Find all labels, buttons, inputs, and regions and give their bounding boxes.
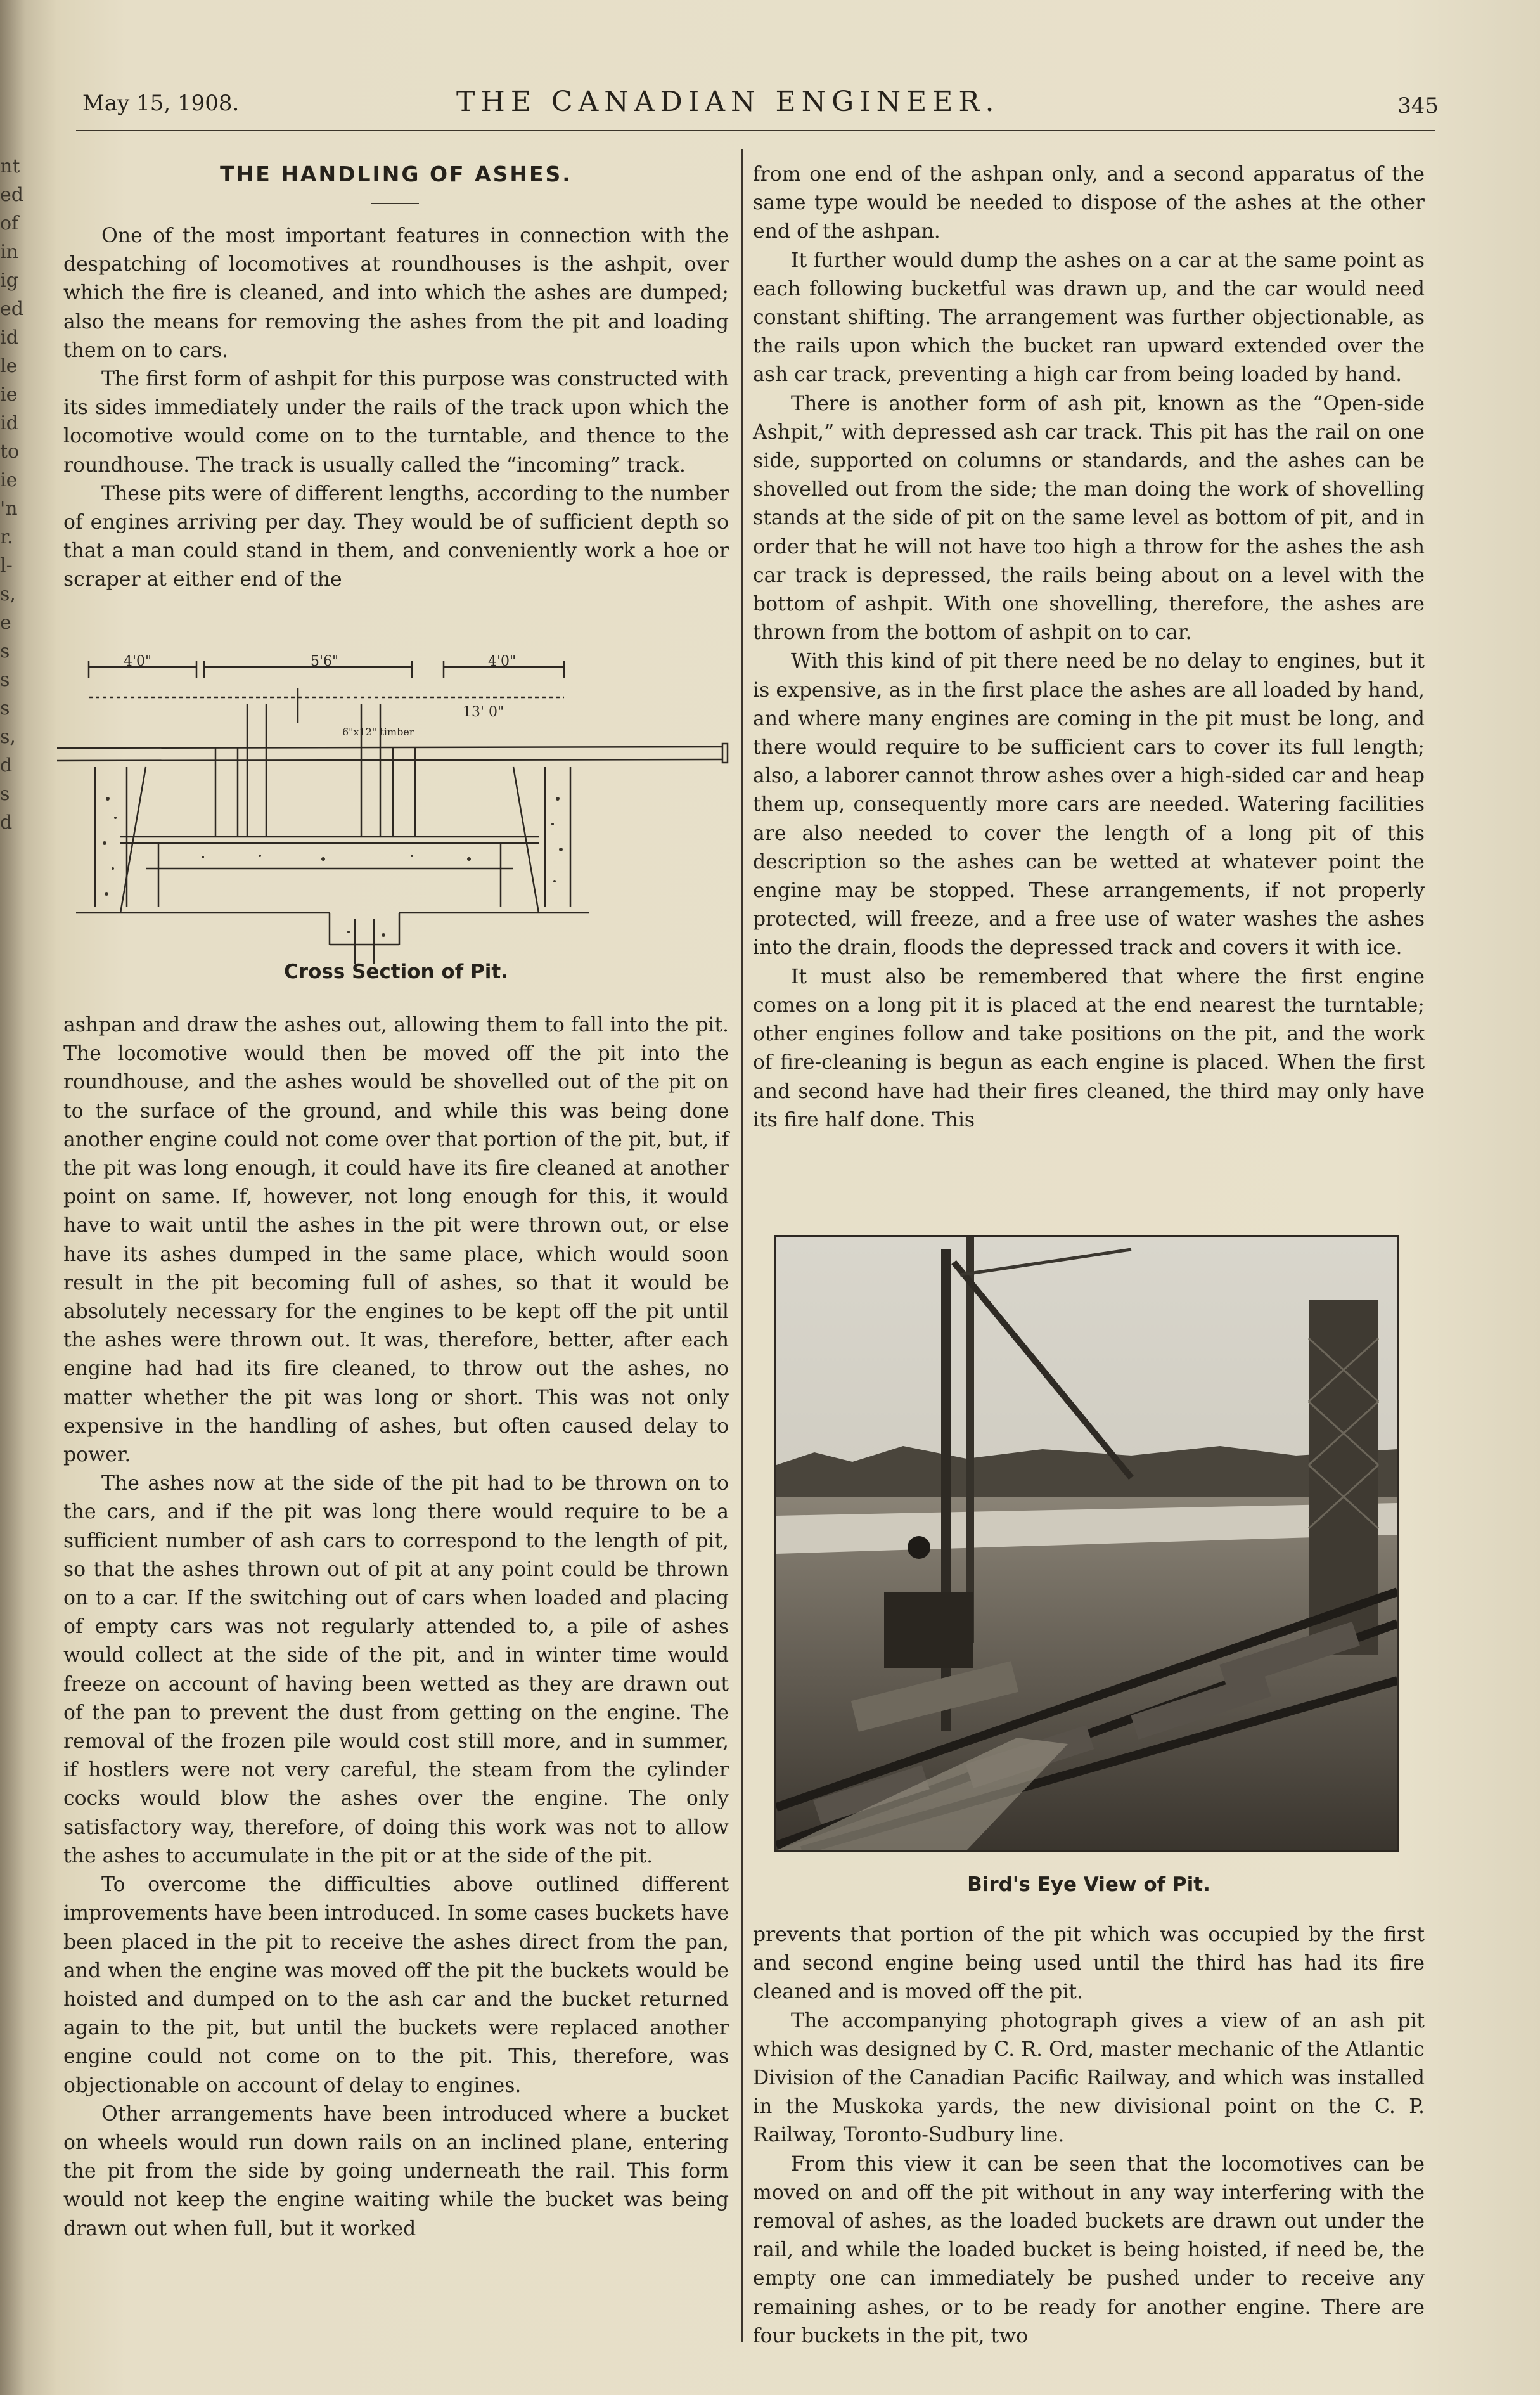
paragraph: There is another form of ash pit, known as the “Open-side Ashpit,” with depressed ash car track. This pit has the rail on one side, supported on columns or standards, and the ashes can be shovelled out from the side; the man doing the work of shovelling stands at the side of pit on the same level as bottom of pit, and in order that he will not have too high a throw for the ashes the ash car track is depressed, the rails being about on a level with the bottom of ashpit. With one shovelling, therefore, the ashes are thrown from the bottom of ashpit on to car. [753,392,1425,645]
journal-title: THE CANADIAN ENGINEER. [456,86,1000,118]
paragraph: The accompanying photograph gives a view of an ash pit which was designed by C. R. Ord, master mechanic of the Atlantic Division of the Canadian Pacific Railway, and which was installed in the Muskoka yards, the new divisional point on the C. P. Railway, Toronto-Sudbury line. [753,2009,1425,2147]
dimension-label: 4'0" [124,654,152,669]
header-rule [76,130,1435,132]
dimension-label: 13' 0" [463,704,504,720]
paragraph: To overcome the difficulties above outlined different improvements have been introduced. In some cases buckets have been placed in the pit to receive the ashes direct from the pan, and when the engine was moved off the pit the buckets would be hoisted and dumped on to the ash car and the bucket returned again to the pit, but until the buckets were replaced another engine could not come on to the pit. This, therefore, was objectionable on account of delay to engines. [63,1873,729,2097]
paragraph: It further would dump the ashes on a car at the same point as each following bucketful was drawn up, and the car would need constant shifting. The arrangement was further objectionable, as the rails upon which the bucket ran upward extended over the ash car track, preventing a high car from being loaded by hand. [753,249,1425,387]
page-number: 345 [1397,93,1439,119]
ash-pit-photograph [774,1235,1399,1852]
paragraph: With this kind of pit there need be no delay to engines, but it is expensive, as in the first place the ashes are all loaded by hand, and where many engines are coming in the pit must be long, and there would require to be sufficient cars to cover its full length; also, a laborer cannot throw ashes over a high-sided car and heap them up, consequently more cars are needed. Watering facilities are also needed to cover the length of a long pit of this description so the ashes can be wetted at whatever point the engine may be stopped. These arrangements, if not properly protected, will freeze, and a free use of water washes the ashes into the drain, floods the depressed track and covers it with ice. [753,650,1425,960]
title-dash [371,203,419,204]
paragraph: It must also be remembered that where the first engine comes on a long pit it is placed at the end nearest the turntable; other engines follow and take positions on the pit, and the work of fire-cleaning is begun as each engine is placed. When the first and second have had their fires cleaned, the third may only have its fire half done. This [753,965,1425,1132]
dimension-label: 5'6" [311,654,339,669]
paragraph: from one end of the ashpan only, and a second apparatus of the same type would be needed to dispose of the ashes at the other end of the ashpan. [753,163,1425,243]
page-header [76,86,1439,130]
timber-note: 6"x12" timber [342,726,414,738]
figure-caption-cross-section: Cross Section of Pit. [284,960,508,983]
paragraph: Other arrangements have been introduced where a bucket on wheels would run down rails on an inclined plane, entering the pit from the side by going underneath the rail. This form would not keep the engine waiting while the bucket was being drawn out when full, but it worked [63,2102,729,2240]
left-column-top [63,222,729,595]
figure-caption-birds-eye: Bird's Eye View of Pit. [967,1873,1210,1896]
paragraph: prevents that portion of the pit which was occupied by the first and second engine being used until the third has had its fire cleaned and is moved off the pit. [753,1923,1425,2004]
paragraph: The first form of ashpit for this purpose was constructed with its sides immediately under the rails of the track upon which the locomotive would come on to the turntable, and thence to the roundhouse. The track is usually called the “incoming” track. [63,368,729,477]
dimension-label: 4'0" [488,654,517,669]
right-column-bottom [753,1921,1425,2351]
left-column-bottom [63,1011,729,2243]
paragraph: From this view it can be seen that the locomotives can be moved on and off the pit without in any way interfering with the removal of ashes, as the loaded buckets are drawn out under the rail, and while the loaded bucket is being hoisted, if need be, the empty one can immediately be pushed under to receive any remaining ashes, or to be ready for another engine. There are four buckets in the pit, two [753,2152,1425,2347]
paragraph: ashpan and draw the ashes out, allowing them to fall into the pit. The locomotive would then be moved off the pit into the roundhouse, and the ashes would be shovelled out of the pit on to the surface of the ground, and while this was being done another engine could not come over that portion of the pit, but, if the pit was long enough, it could have its fire cleaned at another point on same. If, however, not long enough for this, it would have to wait until the ashes in the pit were thrown out, or else have its ashes dumped in the same place, which would soon result in the pit becoming full of ashes, so that it would be absolutely necessary for the engines to be kept off the pit until the ashes were thrown out. It was, therefore, better, after each engine had had its fire cleaned, to throw out the ashes, no matter whether the pit was long or short. This was not only expensive in the handling of ashes, but often caused delay to power. [63,1014,729,1467]
paragraph: One of the most important features in connection with the despatching of locomotives at roundhouses is the ashpit, over which the fire is cleaned, and into which the ashes are dumped; also the means for removing the ashes from the pit and loading them on to cars. [63,224,729,362]
right-column-top [753,160,1425,1135]
column-divider [741,149,743,2342]
issue-date: May 15, 1908. [82,91,240,116]
paragraph: These pits were of different lengths, according to the number of engines arriving per day. They would be of sufficient depth so that a man could stand in them, and conveniently work a hoe or scraper at either end of the [63,482,729,591]
paragraph: The ashes now at the side of the pit had to be thrown on to the cars, and if the pit was long there would require to be a sufficient number of ash cars to correspond to the length of pit, so that the ashes thrown out of pit at any point could be thrown on to a car. If the switching out of cars when loaded and placing of empty cars was not regularly attended to, a pile of ashes would collect at the side of the pit, and in winter time would freeze on account of having been wetted as they are drawn out of the pan to prevent the dust from getting on the engine. The removal of the frozen pile would cost still more, and in summer, if hostlers were not very careful, the steam from the cylinder cocks would blow the ashes over the engine. The only satisfactory way, therefore, of doing this work was not to allow the ashes to accumulate in the pit or at the side of the pit. [63,1472,729,1868]
adjacent-page-fragments: nt ed of in ig ed id le ie id to ie 'n r. l- s, e s s s s, d s d [0,155,23,834]
article-title: THE HANDLING OF ASHES. [220,162,572,186]
cross-section-diagram [57,653,729,964]
